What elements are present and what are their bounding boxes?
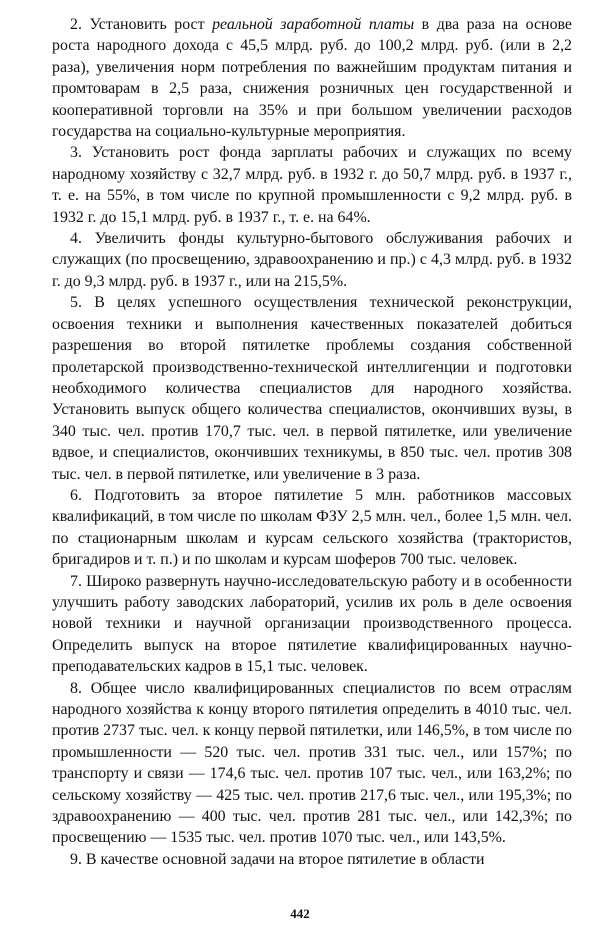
page-number: 442 — [290, 906, 310, 921]
paragraph-item-4: 4. Увеличить фонды культурно-бытового обслуживания рабочих и служащих (по просвещению, здравоохранению и пр.) с 4,3 млрд. руб. в 1932 г. до 9,3 млрд. руб. в 1937 г., или на 215,5%. — [52, 230, 572, 290]
emphasis-real-wages: реальной заработной платы — [212, 16, 415, 33]
paragraph-item-2 — [52, 14, 572, 142]
paragraph-item-9: 9. В качестве основной задачи на второе пятилетие в области — [70, 850, 485, 868]
paragraph-text: в два раза на основе роста народного дохода с 45,5 млрд. руб. до 100,2 млрд. руб. (или в 2,2 раза), увеличения норм потребления по важнейшим продуктам питания и промтоварам в 2,5 раза, снижения розничных цен государственной и кооперативной торговли на 35% и при большом увеличении расходов государства на социально-культурные мероприятия. — [52, 16, 572, 141]
paragraph-item-7: 7. Широко развернуть научно-исследовательскую работу и в особенности улучшить работу заводских лабораторий, усилив их роль в деле освоения новой техники и научной организации производственного процесса. Определить выпуск на второе пятилетие квалифицированных научно-преподавательских кадров в 15,1 тыс. человек. — [52, 572, 572, 676]
paragraph-item-6: 6. Подготовить за второе пятилетие 5 млн. работников массовых квалификаций, в том числе по школам ФЗУ 2,5 млн. чел., более 1,5 млн. чел. по стационарным школам и курсам сельского хозяйства (трактористов, бригадиров и т. п.) и по школам и курсам шоферов 700 тыс. человек. — [52, 486, 572, 569]
paragraph-text: 2. Установить рост — [70, 16, 213, 33]
page-body — [52, 14, 572, 870]
paragraph-item-8: 8. Общее число квалифицированных специалистов по всем отраслям народного хозяйства к концу второго пятилетия определить в 4010 тыс. чел. против 2737 тыс. чел. к концу первой пятилетки, или 146,5%, в том числе по промышленности — 520 тыс. чел. против 331 тыс. чел., или 157%; по транспорту и связи — 174,6 тыс. чел. против 107 тыс. чел., или 163,2%; по сельскому хозяйству — 425 тыс. чел. против 217,6 тыс. чел., или 195,3%; по здравоохранению — 400 тыс. чел. против 281 тыс. чел., или 142,3%; по просвещению — 1535 тыс. чел. против 1070 тыс. чел., или 143,5%. — [52, 679, 572, 847]
paragraph-item-3: 3. Установить рост фонда зарплаты рабочих и служащих по всему народному хозяйству с 32,7 млрд. руб. в 1932 г. до 50,7 млрд. руб. в 1937 г., т. е. на 55%, в том числе по крупной промышленности с 9,2 млрд. руб. в 1932 г. до 15,1 млрд. руб. в 1937 г., т. е. на 64%. — [52, 144, 572, 226]
paragraph-item-5: 5. В целях успешного осуществления технической реконструкции, освоения техники и выполнения качественных показателей добиться разрешения во второй пятилетке проблемы создания собственной пролетарской производственно-технической интеллигенции и подготовки необходимого количества специалистов для народного хозяйства. Установить выпуск общего количества специалистов, окончивших вузы, в 340 тыс. чел. против 170,7 тыс. чел. в первой пятилетке, или увеличение вдвое, и специалистов, окончивших техникумы, в 850 тыс. чел. против 308 тыс. чел. в первой пятилетке, или увеличение в 3 раза. — [52, 294, 572, 483]
